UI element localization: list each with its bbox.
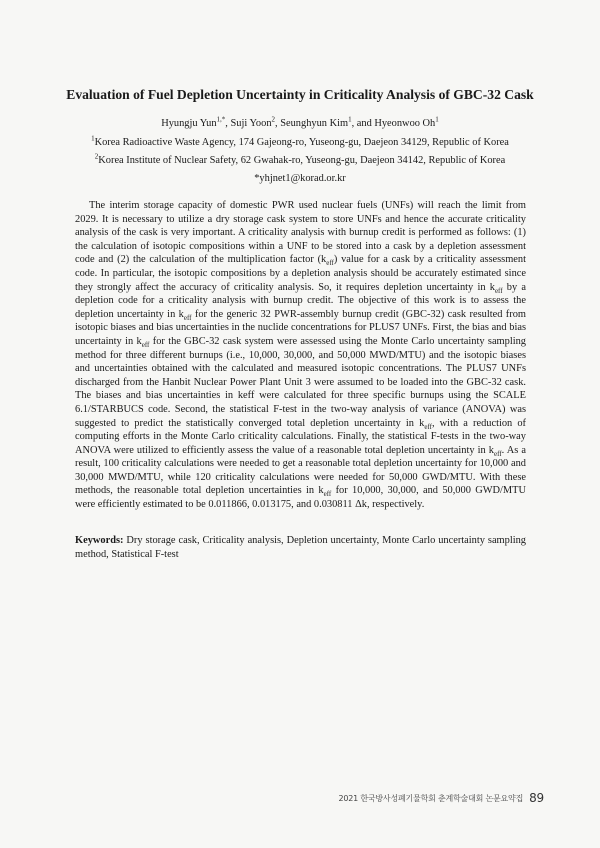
author-name: Hyungju Yun [161, 118, 217, 129]
abstract-paragraph [75, 199, 526, 512]
abstract-text: for the generic 32 PWR-assembly burnup credit (GBC-32) cask resulted from isotopic biases and bias uncertainties in the nuclide concentrations for PLUS7 UNFs. First, the bias and bias uncertainty in k [75, 308, 526, 347]
page-number: 89 [529, 791, 544, 805]
subscript-eff: eff [183, 313, 192, 322]
subscript-eff: eff [494, 449, 502, 458]
abstract-text: ) value for a cask by a criticality assessment code. In particular, the isotopic compositions by a depletion analysis should be accurately estimated since they strongly affect the accuracy of criticality analysis. So, it requires depletion uncertainty in k [75, 254, 527, 293]
abstract-text: for 10,000, 30,000, and 50,000 GWD/MTU were efficiently estimated to be 0.011866, 0.013175, and 0.030811 Δk, respectively. [75, 485, 526, 511]
paper-title: Evaluation of Fuel Depletion Uncertainty in Criticality Analysis of GBC-32 Cask [66, 87, 534, 102]
abstract-text: by a depletion code for a criticality analysis with burnup credit. The objective of this work is to assess the depletion uncertainty in k [75, 281, 527, 320]
author-affiliation-marker: 1,* [216, 115, 226, 124]
affiliation-text: Korea Institute of Nuclear Safety, 62 Gwahak-ro, Yuseong-gu, Daejeon 34142, Republic of Korea [98, 155, 506, 166]
affiliation-marker: 1 [91, 134, 95, 143]
abstract-text: for the GBC-32 cask system were assessed using the Monte Carlo uncertainty sampling method for three different burnups (i.e., 10,000, 30,000, and 50,000 MWD/MTU) and the isotopic biases and uncertainties obtained with the calculated and measured isotopic concentrations. The PLUS7 UNFs discharged from the Hanbit Nuclear Power Plant Unit 3 were assumed to be loaded into the GBC-32 cask. The biases and bias uncertainties in keff were calculated for three specific burnups using the SCALE 6.1/STARBUCS code. Second, the statistical F-test in the two-way analysis of variance (ANOVA) was suggested to predict the statistically converged total depletion uncertainty in k [75, 335, 526, 429]
subscript-eff: eff [326, 259, 334, 268]
keywords-text: Dry storage cask, Criticality analysis, Depletion uncertainty, Monte Carlo uncertainty sampling method, Statistical F-test [75, 535, 526, 560]
author-name: Suji Yoon [230, 118, 272, 129]
keywords-paragraph [75, 534, 526, 561]
abstract-text: . As a result, 100 criticality calculations were needed to get a reasonable total depletion uncertainty for 10,000 and 30,000 MWD/MTU, while 120 criticality calculations were needed for 50,000 GWD/MTU. With these methods, the reasonable total depletion uncertainties in k [75, 444, 526, 497]
author-name: Seunghyun Kim [280, 118, 349, 129]
subscript-eff: eff [141, 341, 150, 350]
author-line: Hyungju Yun$^{1,*}$, Suji Yoon$^2$, Seunghyun Kim$^1$, and Hyeonwoo Oh$^1$ [161, 115, 439, 129]
author-name: Hyeonwoo Oh [374, 118, 436, 129]
keywords-label: Keywords: [75, 535, 124, 546]
subscript-eff: eff [323, 490, 332, 499]
abstract-text: The interim storage capacity of domestic PWR used nuclear fuels (UNFs) will reach the limit from 2029. It is necessary to utilize a dry storage cask system to store UNFs and hence the accurate criticality analysis of the cask is very important. A criticality analysis with burnup credit is performed as follows: (1) the calculation of isotopic compositions within a UNF to be stored into a cask by a depletion assessment code and (2) the calculation of the multiplication factor (k [75, 200, 526, 266]
affiliation-2 [40, 154, 560, 168]
affiliation-1 [40, 136, 560, 150]
subscript-eff: eff [424, 422, 432, 431]
affiliation-marker: 2 [94, 152, 99, 161]
page-footer [338, 791, 544, 805]
corresponding-email: *yhjnet1@korad.or.kr [254, 173, 346, 184]
author-affiliation-marker: 1 [348, 115, 352, 124]
subscript-eff: eff [494, 286, 503, 295]
affiliation-text: Korea Radioactive Waste Agency, 174 Gajeong-ro, Yuseong-gu, Daejeon 34129, Republic of Korea [94, 137, 509, 148]
proceedings-title: 2021 한국방사성폐기물학회 춘계학술대회 논문요약집 [338, 794, 524, 803]
author-affiliation-marker: 2 [271, 115, 276, 124]
abstract-text: , with a reduction of computing efforts in the Monte Carlo criticality calculations. Finally, the statistical F-tests in the two-way ANOVA were utilized to efficiently assess the value of a reasonable total depletion uncertainty in k [75, 417, 527, 456]
author-affiliation-marker: 1 [435, 115, 439, 124]
